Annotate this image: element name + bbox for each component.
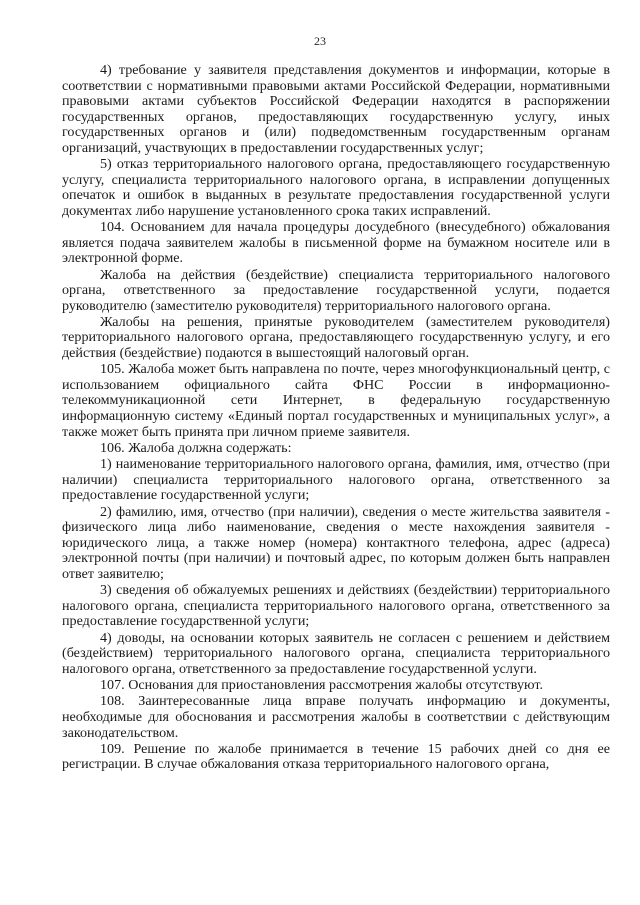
paragraph: 5) отказ территориального налогового органа, предоставляющего государственную услугу, специалиста территориального налогового органа, в исправлении допущенных опечаток и ошибок в выданных в результате предоставления государственной услуги документах либо нарушение установленного срока таких исправлений.	[62, 156, 610, 219]
paragraph: Жалоба на действия (бездействие) специалиста территориального налогового органа, ответственного за предоставление государственной услуги, подается руководителю (заместителю руководителя) территориального налогового органа.	[62, 266, 610, 314]
paragraph: 2) фамилию, имя, отчество (при наличии), сведения о месте жительства заявителя - физического лица либо наименование, сведения о месте нахождения заявителя - юридического лица, а также номер (номера) контактного телефона, адрес (адреса) электронной почты (при наличии) и почтовый адрес, по которым должен быть направлен ответ заявителю;	[62, 503, 610, 582]
paragraph: 1) наименование территориального налогового органа, фамилия, имя, отчество (при наличии) специалиста территориального налогового органа, ответственного за предоставление государственной услуги;	[62, 456, 610, 504]
paragraph: 105. Жалоба может быть направлена по почте, через многофункциональный центр, с использованием официального сайта ФНС России в информационно-телекоммуникационной сети Интернет, в федеральную государственную информационную систему «Единый портал государственных и муниципальных услуг», а также может быть принята при личном приеме заявителя.	[62, 361, 610, 440]
paragraph: 104. Основанием для начала процедуры досудебного (внесудебного) обжалования является подача заявителем жалобы в письменной форме на бумажном носителе или в электронной форме.	[62, 219, 610, 267]
paragraph: 109. Решение по жалобе принимается в течение 15 рабочих дней со дня ее регистрации. В случае обжалования отказа территориального налогового органа,	[62, 740, 610, 773]
paragraph: 4) требование у заявителя представления документов и информации, которые в соответствии с нормативными правовыми актами Российской Федерации, нормативными правовыми актами субъектов Российской Федерации находятся в распоряжении государственных органов, предоставляющих государственную услугу, иных государственных органов и (или) подведомственным государственным органам организаций, участвующих в предоставлении государственных услуг;	[62, 62, 610, 156]
paragraph: 106. Жалоба должна содержать:	[100, 439, 292, 456]
paragraph: 3) сведения об обжалуемых решениях и действиях (бездействии) территориального налогового органа, специалиста территориального налогового органа, ответственного за предоставление государственной услуги;	[62, 582, 610, 630]
paragraph: 107. Основания для приостановления рассмотрения жалобы отсутствуют.	[100, 677, 543, 694]
page-number: 23	[314, 34, 326, 48]
paragraph: 4) доводы, на основании которых заявитель не согласен с решением и действием (бездействием) территориального налогового органа, специалиста территориального налогового органа, ответственного за предоставление государственной услуги.	[62, 629, 610, 677]
paragraph: 108. Заинтересованные лица вправе получать информацию и документы, необходимые для обоснования и рассмотрения жалобы в соответствии с действующим законодательством.	[62, 693, 610, 741]
paragraph: Жалобы на решения, принятые руководителем (заместителем руководителя) территориального налогового органа, предоставляющего государственную услугу, и его действия (бездействие) подаются в вышестоящий налоговый орган.	[62, 313, 610, 362]
document-body	[62, 63, 610, 774]
